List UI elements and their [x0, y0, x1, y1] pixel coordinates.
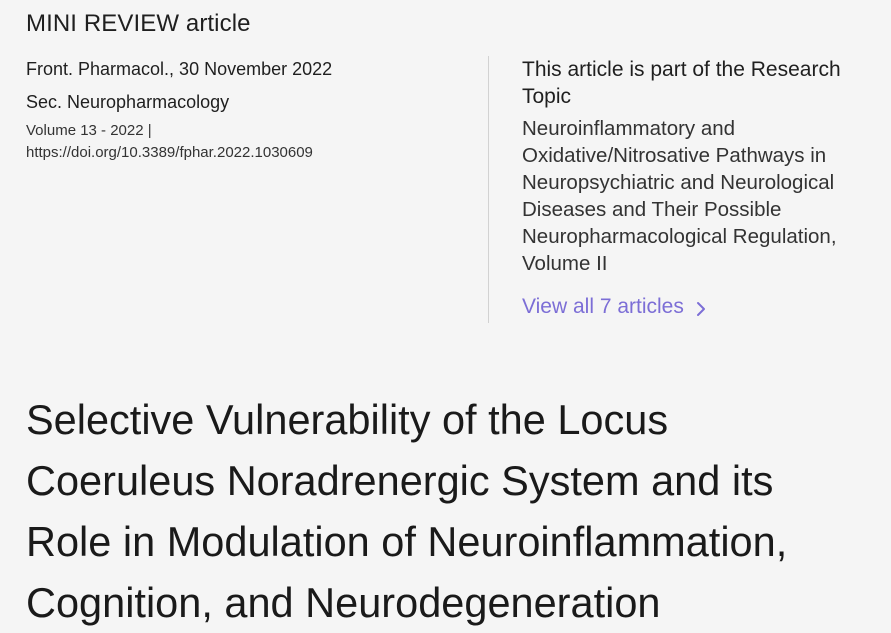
doi-link[interactable]: https://doi.org/10.3389/fphar.2022.1030609 [26, 144, 313, 161]
article-title-line: Cognition, and Neurodegeneration [26, 579, 661, 626]
meta-divider [488, 56, 489, 323]
journal-date: Front. Pharmacol., 30 November 2022 [26, 59, 333, 79]
article-title [26, 389, 891, 633]
article-title-line: Selective Vulnerability of the Locus [26, 396, 669, 443]
view-all-articles-link[interactable] [522, 293, 708, 321]
research-topic-title[interactable]: Neuroinflammatory and Oxidative/Nitrosative Pathways in Neuropsychiatric and Neurological Diseases and Their Possible Neuropharmacological Regulation, Volume II [522, 117, 837, 275]
volume-info: Volume 13 - 2022 | [26, 122, 152, 139]
research-topic-heading: This article is part of the Research Topic [522, 58, 841, 108]
chevron-right-icon [694, 298, 708, 316]
view-all-articles-label: View all 7 articles [522, 295, 684, 318]
research-topic-panel [522, 56, 882, 321]
article-type-label: MINI REVIEW article [26, 10, 251, 37]
journal-section: Sec. Neuropharmacology [26, 92, 230, 112]
article-meta [26, 57, 466, 164]
article-title-line: Coeruleus Noradrenergic System and its [26, 457, 774, 504]
article-title-line: Role in Modulation of Neuroinflammation, [26, 518, 788, 565]
